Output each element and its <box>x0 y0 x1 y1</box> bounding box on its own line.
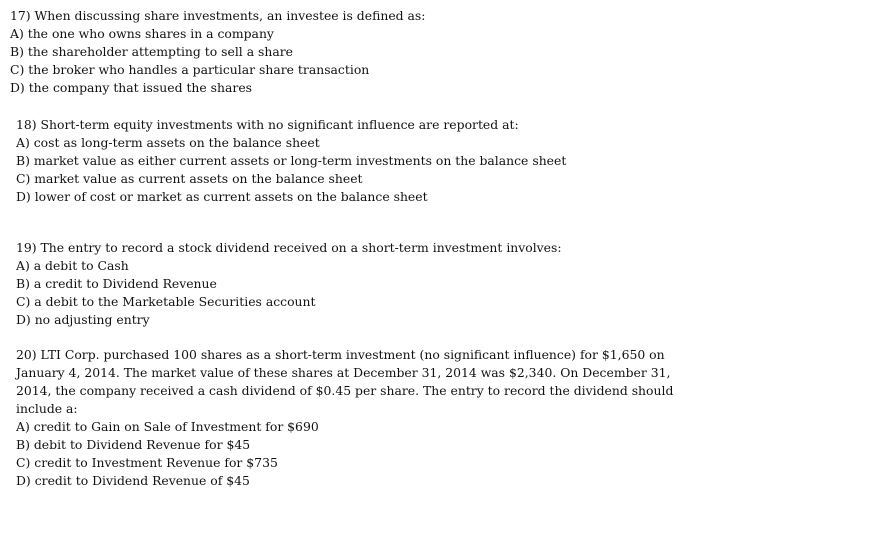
question-stem: 17) When discussing share investments, an investee is defined as: <box>10 8 426 23</box>
question-20 <box>16 346 674 490</box>
answer-option-d: D) the company that issued the shares <box>10 80 253 95</box>
answer-option-a: A) the one who owns shares in a company <box>10 26 274 41</box>
question-stem <box>16 346 674 418</box>
answer-option-c: C) the broker who handles a particular share transaction <box>10 62 370 77</box>
answer-option-b: B) market value as either current assets or long-term investments on the balance sheet <box>16 153 567 168</box>
question-stem: 18) Short-term equity investments with no significant influence are reported at: <box>16 117 519 132</box>
answer-option-a: A) a debit to Cash <box>16 258 129 273</box>
answer-option-c: C) market value as current assets on the balance sheet <box>16 171 363 186</box>
question-19 <box>16 239 656 329</box>
answer-option-d: D) no adjusting entry <box>16 312 150 327</box>
answer-option-a: A) credit to Gain on Sale of Investment for $690 <box>16 419 319 434</box>
question-stem-line: 2014, the company received a cash dividend of $0.45 per share. The entry to record the dividend should <box>16 383 674 398</box>
answer-option-d: D) credit to Dividend Revenue of $45 <box>16 473 250 488</box>
answer-option-b: B) debit to Dividend Revenue for $45 <box>16 437 251 452</box>
question-stem-line: include a: <box>16 401 78 416</box>
question-stem-line: January 4, 2014. The market value of these shares at December 31, 2014 was $2,340. On December 31, <box>16 365 671 380</box>
question-stem-line: 20) LTI Corp. purchased 100 shares as a short-term investment (no significant influence) for $1,650 on <box>16 347 665 362</box>
question-18 <box>16 116 656 206</box>
answer-option-b: B) a credit to Dividend Revenue <box>16 276 217 291</box>
answer-option-c: C) credit to Investment Revenue for $735 <box>16 455 278 470</box>
question-stem: 19) The entry to record a stock dividend received on a short-term investment involves: <box>16 240 562 255</box>
answer-option-a: A) cost as long-term assets on the balance sheet <box>16 135 320 150</box>
answer-option-d: D) lower of cost or market as current assets on the balance sheet <box>16 189 428 204</box>
answer-option-c: C) a debit to the Marketable Securities account <box>16 294 316 309</box>
question-17 <box>10 7 650 97</box>
answer-option-b: B) the shareholder attempting to sell a share <box>10 44 294 59</box>
